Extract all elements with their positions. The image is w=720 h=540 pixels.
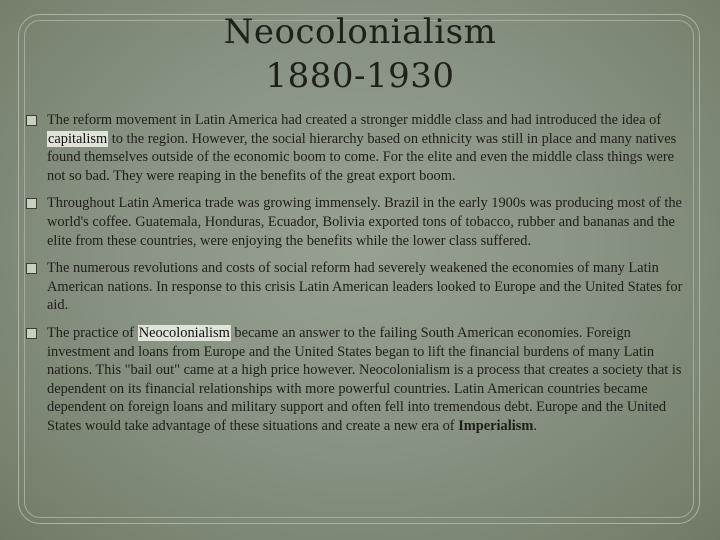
bullet-4-text-end: . <box>533 417 537 434</box>
term-neocolonialism: Neocolonialism <box>138 324 230 341</box>
bullet-4-text-start: The practice of <box>47 324 138 341</box>
title-line-1: Neocolonialism <box>223 12 497 52</box>
term-imperialism: Imperialism <box>458 417 534 434</box>
bullet-3-text: The numerous revolutions and costs of social reform had severely weakened the economies of many Latin American nations. In response to this crisis Latin American leaders looked to Europe and the United States for aid. <box>47 260 683 314</box>
bullet-reform-movement <box>26 111 696 185</box>
bullet-4-text-middle: became an answer to the failing South American economies. Foreign investment and loans from Europe and the United States began to lift the financial burdens of many Latin nations. This "bail out" came at a high price however. Neocolonialism is a process that creates a society that is dependent on its financial relationships with more powerful countries. Latin American countries became dependent on foreign loans and military support and often fell into tremendous debt. Europe and the United States would take advantage of these situations and create a new era of <box>47 324 682 434</box>
bullet-neocolonialism-practice <box>26 324 696 436</box>
bullet-list <box>26 111 696 445</box>
bullet-2-text: Throughout Latin America trade was growing immensely. Brazil in the early 1900s was producing most of the world's coffee. Guatemala, Honduras, Ecuador, Bolivia exported tons of tobacco, rubber and bananas and the elite from these countries, were enjoying the benefits while the lower class suffered. <box>47 195 682 249</box>
square-bullet-icon <box>26 328 37 339</box>
bullet-trade-growth <box>26 194 696 250</box>
square-bullet-icon <box>26 198 37 209</box>
term-capitalism: capitalism <box>48 130 108 147</box>
bullet-1-text-end: to the region. However, the social hierarchy based on ethnicity was still in place and many natives found themselves outside of the economic boom to come. For the elite and even the middle class things were not so bad. They were reaping in the benefits of the great export boom. <box>47 130 677 184</box>
bullet-revolutions-costs <box>26 259 696 315</box>
square-bullet-icon <box>26 115 37 126</box>
slide-title <box>0 10 720 98</box>
square-bullet-icon <box>26 263 37 274</box>
bullet-1-text-start: The reform movement in Latin America had created a stronger middle class and had introduced the idea of <box>47 112 662 128</box>
title-line-2: 1880-1930 <box>265 56 455 96</box>
